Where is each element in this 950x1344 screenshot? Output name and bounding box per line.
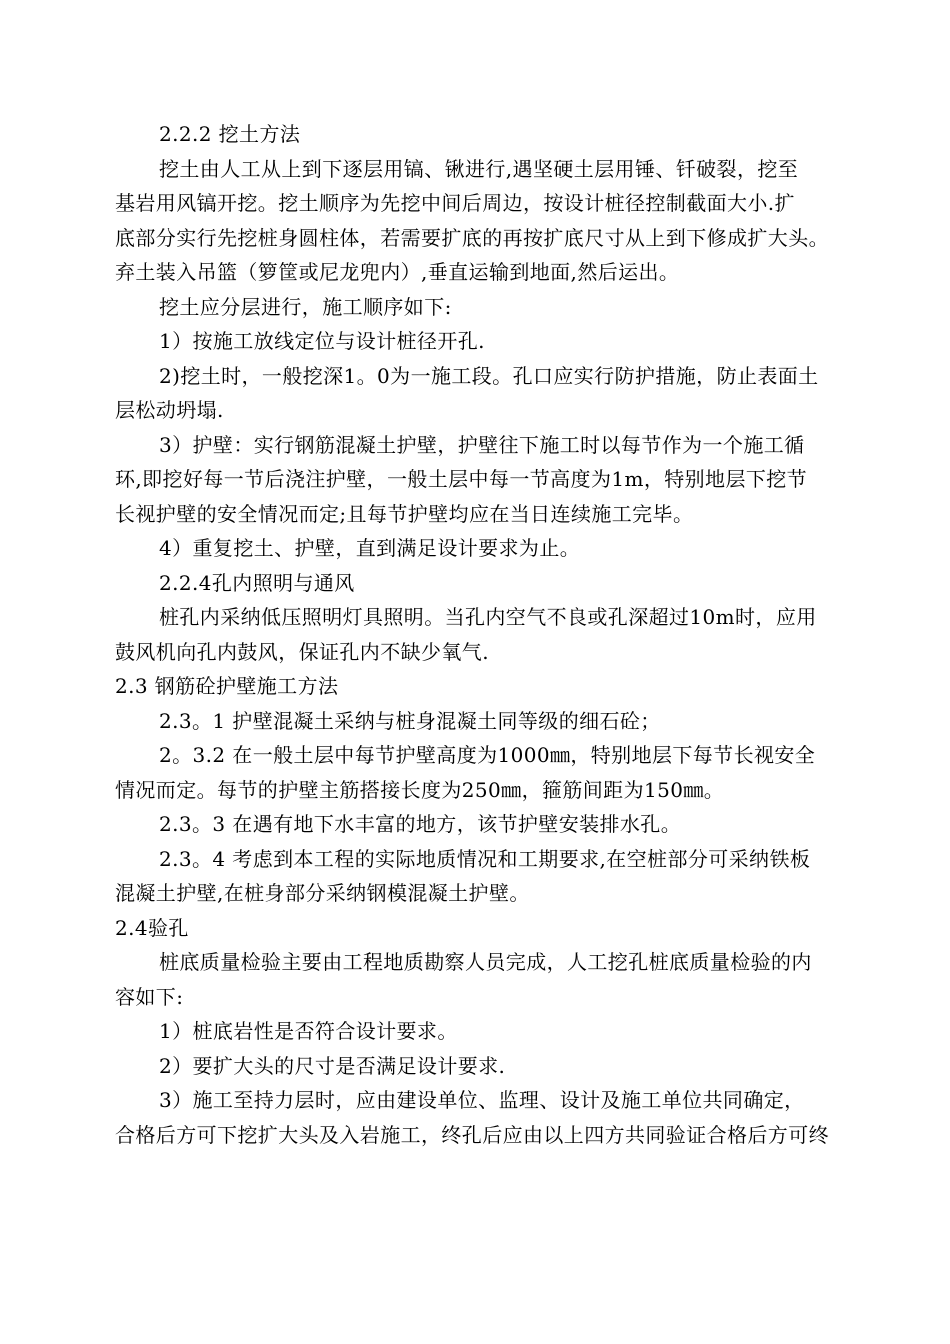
text-line: 情况而定。每节的护壁主筋搭接长度为250㎜，箍筋间距为150㎜。 — [115, 777, 725, 802]
paragraph — [115, 152, 885, 290]
paragraph — [115, 359, 885, 428]
paragraph — [115, 738, 885, 807]
text-line: 2)挖土时，一般挖深1。0为一施工段。孔口应实行防护措施，防止表面土 — [159, 363, 819, 388]
paragraph — [115, 428, 885, 532]
text-line: 1）桩底岩性是否符合设计要求。 — [159, 1019, 458, 1043]
text-line: 2.3。1 护壁混凝土采纳与桩身混凝土同等级的细石砼； — [159, 708, 661, 733]
paragraph — [115, 669, 885, 704]
paragraph — [115, 600, 885, 669]
paragraph — [115, 911, 885, 946]
text-line: 合格后方可下挖扩大头及入岩施工，终孔后应由以上四方共同验证合格后方可终 — [115, 1122, 829, 1147]
text-line: 桩孔内采纳低压照明灯具照明。当孔内空气不良或孔深超过10m时，应用 — [159, 605, 817, 629]
text-line: 鼓风机向孔内鼓风，保证孔内不缺少氧气. — [115, 639, 489, 664]
text-line: 挖土应分层进行，施工顺序如下: — [159, 294, 452, 319]
paragraph — [115, 842, 885, 911]
paragraph — [115, 704, 885, 739]
paragraph — [115, 324, 885, 359]
text-line: 环,即挖好每一节后浇注护壁，一般土层中每一节高度为1m，特别地层下挖节 — [115, 467, 808, 491]
paragraph — [115, 566, 885, 601]
paragraph — [115, 945, 885, 1014]
text-line: 层松动坍塌. — [115, 398, 224, 422]
paragraph — [115, 807, 885, 842]
text-line: 2.3。4 考虑到本工程的实际地质情况和工期要求,在空桩部分可采纳铁板 — [159, 846, 811, 871]
text-line: 2.3。3 在遇有地下水丰富的地方，该节护壁安装排水孔。 — [159, 812, 682, 836]
paragraph — [115, 531, 885, 566]
text-line: 1）按施工放线定位与设计桩径开孔. — [159, 329, 485, 353]
document-body — [115, 117, 885, 1152]
text-line: 混凝土护壁,在桩身部分采纳钢模混凝土护壁。 — [115, 881, 530, 905]
text-line: 2.2.4孔内照明与通风 — [159, 570, 355, 595]
text-line: 容如下: — [115, 984, 184, 1009]
paragraph — [115, 1049, 885, 1084]
text-line: 弃土装入吊篮（箩筐或尼龙兜内）,垂直运输到地面,然后运出。 — [115, 260, 680, 284]
text-line: 底部分实行先挖桩身圆柱体，若需要扩底的再按扩底尺寸从上到下修成扩大头。 — [115, 225, 829, 250]
paragraph — [115, 117, 885, 152]
text-line: 2）要扩大头的尺寸是否满足设计要求. — [159, 1053, 506, 1078]
text-line: 2.4验孔 — [115, 915, 189, 940]
text-line: 长视护壁的安全情况而定;且每节护壁均应在当日连续施工完毕。 — [115, 501, 694, 526]
text-line: 基岩用风镐开挖。挖土顺序为先挖中间后周边，按设计桩径控制截面大小.扩 — [115, 191, 795, 215]
text-line: 3）施工至持力层时，应由建设单位、监理、设计及施工单位共同确定， — [159, 1088, 805, 1112]
text-line: 桩底质量检验主要由工程地质勘察人员完成，人工挖孔桩底质量检验的内 — [159, 950, 812, 974]
paragraph — [115, 1083, 885, 1152]
text-line: 2.3 钢筋砼护壁施工方法 — [115, 674, 339, 698]
paragraph — [115, 1014, 885, 1049]
text-line: 挖土由人工从上到下逐层用镐、锹进行,遇坚硬土层用锤、钎破裂，挖至 — [159, 156, 799, 181]
text-line: 4）重复挖土、护壁，直到满足设计要求为止。 — [159, 536, 581, 560]
paragraph — [115, 290, 885, 325]
text-line: 3）护壁：实行钢筋混凝土护壁，护壁往下施工时以每节作为一个施工循 — [159, 432, 805, 457]
text-line: 2。3.2 在一般土层中每节护壁高度为1000㎜，特别地层下每节长视安全 — [159, 743, 816, 767]
text-line: 2.2.2 挖土方法 — [159, 122, 301, 146]
